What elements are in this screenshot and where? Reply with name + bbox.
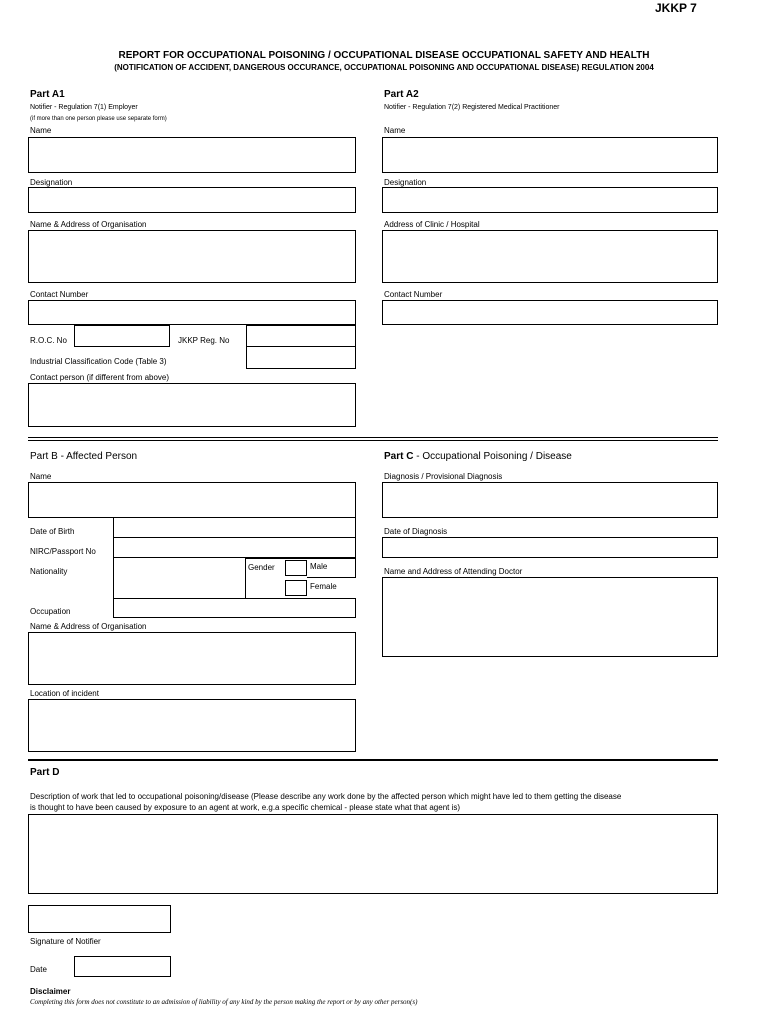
b-occupation-label: Occupation <box>30 607 71 616</box>
a1-org-field[interactable] <box>28 230 356 283</box>
b-male-label: Male <box>310 562 328 571</box>
a1-contact-person-field[interactable] <box>28 383 356 427</box>
b-nationality-field[interactable] <box>113 558 246 599</box>
a1-contact-person-label: Contact person (if different from above) <box>30 373 170 382</box>
male-bottom-line <box>307 577 356 578</box>
a1-industrial-label: Industrial Classification Code (Table 3) <box>30 357 167 366</box>
a1-designation-field[interactable] <box>28 187 356 213</box>
part-b-heading: Part B - Affected Person <box>30 451 138 462</box>
b-org-field[interactable] <box>28 632 356 685</box>
c-doctor-field[interactable] <box>382 577 718 657</box>
a1-contact-label: Contact Number <box>30 290 89 299</box>
a2-name-label: Name <box>384 126 406 135</box>
a1-designation-label: Designation <box>30 178 73 187</box>
a2-address-field[interactable] <box>382 230 718 283</box>
c-diagnosis-field[interactable] <box>382 482 718 518</box>
a1-name-label: Name <box>30 126 52 135</box>
part-a2-heading: Part A2 <box>384 89 419 100</box>
date-label: Date <box>30 965 47 974</box>
part-a1-note: (if more than one person please use separate form) <box>30 116 167 122</box>
b-name-label: Name <box>30 472 52 481</box>
part-a1-heading: Part A1 <box>30 89 65 100</box>
a2-contact-field[interactable] <box>382 300 718 325</box>
part-c-heading-bold: Part C <box>384 451 414 462</box>
d-description-line2: is thought to have been caused by exposure to an agent at work, e.g.a specific chemical - please state what that agent is) <box>30 803 461 812</box>
a2-designation-label: Designation <box>384 178 427 187</box>
a1-contact-field[interactable] <box>28 300 356 325</box>
b-location-field[interactable] <box>28 699 356 752</box>
a1-jkkp-label: JKKP Reg. No <box>178 336 230 345</box>
a2-contact-label: Contact Number <box>384 290 443 299</box>
a1-org-label: Name & Address of Organisation <box>30 220 147 229</box>
date-field[interactable] <box>74 956 171 977</box>
a1-industrial-field[interactable] <box>246 347 356 369</box>
a1-roc-label: R.O.C. No <box>30 336 67 345</box>
part-d-heading: Part D <box>30 767 60 778</box>
part-d-divider <box>28 759 718 761</box>
part-c-heading-rest: - Occupational Poisoning / Disease <box>413 451 572 462</box>
male-right-line <box>355 558 356 578</box>
male-checkbox[interactable] <box>285 560 307 576</box>
b-dob-label: Date of Birth <box>30 527 75 536</box>
section-divider-bottom <box>28 440 718 441</box>
form-code: JKKP 7 <box>655 1 697 15</box>
part-a2-notifier: Notifier - Regulation 7(2) Registered Medical Practitioner <box>384 104 560 111</box>
section-divider-top <box>28 437 718 438</box>
form-subtitle: (NOTIFICATION OF ACCIDENT, DANGEROUS OCCURANCE, OCCUPATIONAL POISONING AND OCCUPATIONAL DISEASE) REGULATION 2004 <box>114 63 654 72</box>
c-date-label: Date of Diagnosis <box>384 527 448 536</box>
male-line <box>307 558 356 559</box>
b-female-label: Female <box>310 582 337 591</box>
signature-label: Signature of Notifier <box>30 937 101 946</box>
a1-roc-field[interactable] <box>74 325 170 347</box>
b-occupation-field[interactable] <box>113 598 356 618</box>
a2-name-field[interactable] <box>382 137 718 173</box>
b-nirc-label: NIRC/Passport No <box>30 547 96 556</box>
a2-address-label: Address of Clinic / Hospital <box>384 220 480 229</box>
a2-designation-field[interactable] <box>382 187 718 213</box>
b-dob-field[interactable] <box>113 518 356 538</box>
a1-name-field[interactable] <box>28 137 356 173</box>
form-title: REPORT FOR OCCUPATIONAL POISONING / OCCUPATIONAL DISEASE OCCUPATIONAL SAFETY AND HEALTH <box>118 50 650 61</box>
b-gender-label: Gender <box>248 563 275 572</box>
b-name-field[interactable] <box>28 482 356 518</box>
female-checkbox[interactable] <box>285 580 307 596</box>
part-c-heading <box>384 451 572 462</box>
b-org-label: Name & Address of Organisation <box>30 622 147 631</box>
disclaimer-text: Completing this form does not constitute to an admission of liability of any kind by the person making the report or by any other person(s) <box>30 998 418 1006</box>
c-diagnosis-label: Diagnosis / Provisional Diagnosis <box>384 472 503 481</box>
a1-jkkp-field[interactable] <box>246 325 356 347</box>
c-doctor-label: Name and Address of Attending Doctor <box>384 567 523 576</box>
part-a1-notifier: Notifier - Regulation 7(1) Employer <box>30 104 138 111</box>
disclaimer-heading: Disclaimer <box>30 987 71 996</box>
c-date-field[interactable] <box>382 537 718 558</box>
d-description-line1: Description of work that led to occupational poisoning/disease (Please describe any work done by the affected person which might have led to them getting the disease <box>30 792 622 801</box>
b-location-label: Location of incident <box>30 689 99 698</box>
b-nationality-label: Nationality <box>30 567 68 576</box>
d-description-field[interactable] <box>28 814 718 894</box>
b-nirc-field[interactable] <box>113 538 356 558</box>
signature-field[interactable] <box>28 905 171 933</box>
